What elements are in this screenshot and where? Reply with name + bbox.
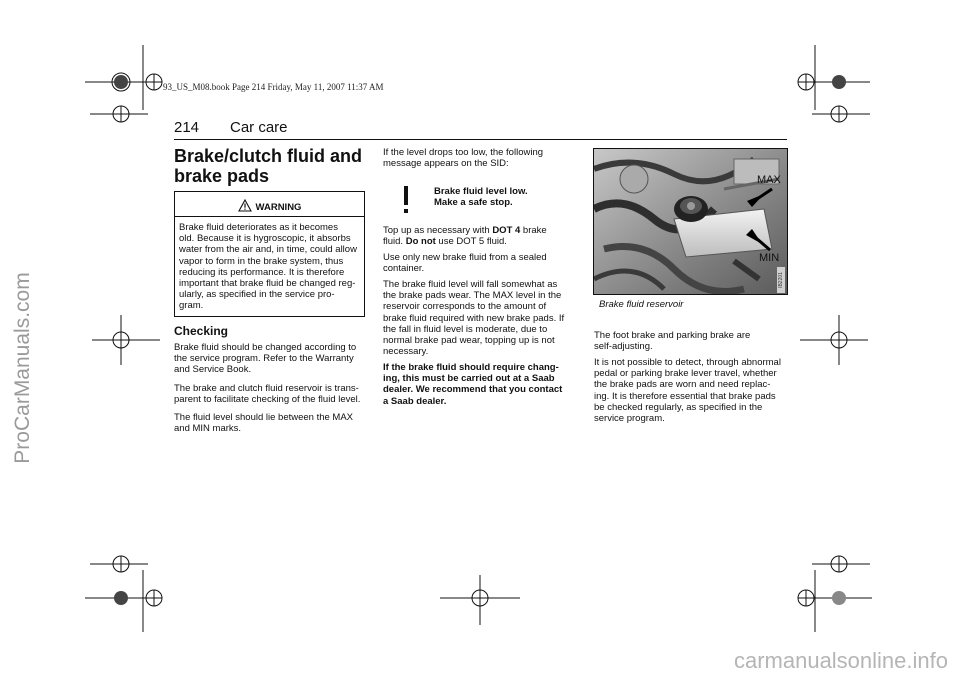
warning-heading: WARNING — [175, 199, 364, 213]
warning-triangle-icon — [238, 199, 252, 212]
sealed-para: Use only new brake fluid from a sealed container. — [383, 252, 547, 275]
brake-reservoir-photo — [593, 148, 788, 295]
min-label: MIN — [759, 252, 780, 264]
warning-text: Brake fluid deteriorates as it becomes old. Because it is hygroscopic, it absorbs water from the air and, in time, could allow vapor to form in the brake system, thus reducing its performance. It is therefore important that brake fluid be changed reg- ularly, as specified in the service pro- gram. — [179, 222, 357, 312]
topup-para: Top up as necessary with DOT 4 brake fluid. Do not use DOT 5 fluid. — [383, 225, 547, 248]
page-number: 214 — [174, 119, 200, 136]
footer-watermark: carmanualsonline.info — [733, 648, 948, 673]
dealer-para: If the brake fluid should require chang- ing, this must be carried out at a Saab dealer. We recommend that you contact a Saab dealer. — [383, 362, 563, 407]
exclamation-icon — [402, 186, 410, 214]
warning-box — [174, 191, 365, 317]
section-title: Car care — [230, 119, 288, 136]
warning-divider — [175, 216, 364, 217]
self-adjusting-para: The foot brake and parking brake are self-adjusting. — [594, 330, 751, 353]
wear-para: The brake fluid level will fall somewhat as the brake pads wear. The MAX level in the reservoir corresponds to the amount of brake fluid required with new brake pads. If the fall in fluid level is moderate, due to normal brake pad wear, topping up is not necessary. — [383, 279, 565, 358]
checking-para-2: The brake and clutch fluid reservoir is trans- parent to facilitate checking of the fluid level. — [174, 383, 361, 406]
checking-para-3: The fluid level should lie between the MAX and MIN marks. — [174, 412, 354, 435]
file-info: 93_US_M08.book Page 214 Friday, May 11, 2007 11:37 AM — [163, 82, 384, 92]
checking-para-1: Brake fluid should be changed according to the service program. Refer to the Warranty and Service Book. — [174, 342, 357, 376]
max-label: MAX — [757, 174, 781, 186]
side-watermark: ProCarManuals.com — [11, 272, 34, 464]
brake-pads-para: It is not possible to detect, through abnormal pedal or parking brake lever travel, whether the brake pads are worn and need replac- ing. It is therefore essential that brake pads be checked regularly, as specified in the service program. — [594, 357, 781, 425]
header-rule — [174, 139, 787, 140]
page-title: Brake/clutch fluid and brake pads — [174, 146, 363, 186]
figure-caption: Brake fluid reservoir — [599, 299, 684, 310]
checking-heading: Checking — [174, 324, 229, 338]
sid-message: Brake fluid level low. Make a safe stop. — [434, 186, 528, 209]
sid-intro: If the level drops too low, the following message appears on the SID: — [383, 147, 544, 170]
figure-code: IB2201 — [778, 272, 784, 288]
engine-bay-illustration — [594, 149, 788, 295]
